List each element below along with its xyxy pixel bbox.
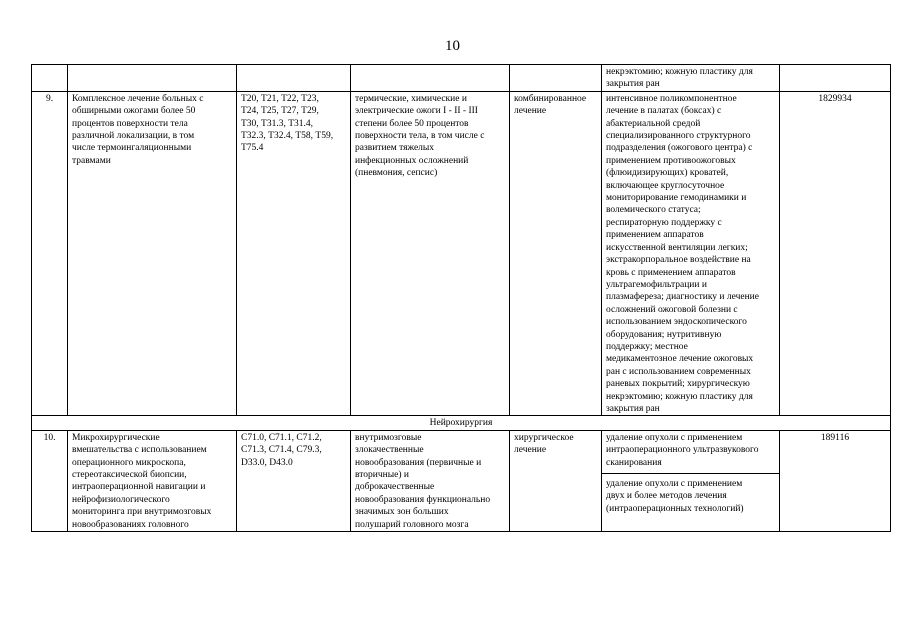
cell-line: Комплексное лечение больных с [72,93,204,104]
cell-line: лечение [514,445,547,456]
method-line: двух и более методов лечения [606,491,727,502]
cell-line: лечение [514,106,547,117]
cell-line: полушарий головного мозга [355,519,469,530]
cell-line: обширными ожогами более 50 [72,106,196,117]
method-block [602,473,779,515]
cell-line: вмешательства с использованием [72,445,207,456]
cell-price [780,65,891,92]
method-line: абактериальной средой [606,118,701,129]
row-type [510,430,602,531]
page-number: 10 [445,38,460,54]
cell-line: значимых зон больших [355,507,449,518]
row-methods [602,91,780,416]
medical-care-table [31,64,891,532]
cell-line: стереотаксической биопсии, [72,470,187,480]
method-line: респираторную поддержку с [606,217,722,228]
cell-line: Т24, Т25, Т27, Т29, [241,106,319,117]
cell-line: Т32.3, Т32.4, Т58, Т59, [241,131,334,142]
cell-line: С71.3, С71.4, С79.3, [241,445,322,456]
cell-line: различной локализации, в том [72,131,195,142]
cell-line: нейрофизиологического [72,494,170,505]
method-line: удаление опухоли с применением [606,432,743,443]
method-line: плазмафереза; диагностику и лечение [606,292,759,303]
method-line: лечение в палатах (боксах) с [606,106,722,117]
row-codes [237,91,351,416]
cell-line: инфекционных осложнений [355,155,469,166]
cell-line: операционного микроскопа, [72,457,186,468]
method-line: искусственной вентиляции легких; [606,242,748,253]
continuation-row [32,65,891,92]
method-line: включающее круглосуточное [606,180,725,191]
method-line: волемического статуса; [606,205,701,216]
method-line: подразделения (ожогового центра) с [606,143,753,154]
method-line: ран с использованием современных [606,366,751,377]
cell-line: травмами [72,155,111,166]
cell-line: Т30, Т31.3, Т31.4, [241,118,314,129]
row-codes [237,430,351,531]
cell-line: хирургическое [514,432,574,443]
method-line: ультрагемофильтрации и [606,279,707,290]
table-row [32,91,891,416]
row-diagnosis [351,430,510,531]
method-line: применением противоожоговых [606,155,736,166]
row-type [510,91,602,416]
method-block [606,432,775,469]
cell-codes [237,65,351,92]
method-line: (интраоперационных технологий) [606,503,744,514]
treatment-line: некрэктомию; кожную пластику для [606,67,753,77]
row-number: 10. [32,430,68,531]
cell-line: новообразования функционально [355,494,491,505]
method-line: интраоперационного ультразвукового [606,445,759,456]
cell-name [68,65,237,92]
cell-line: интраоперационной навигации и [72,482,206,493]
section-row [32,416,891,430]
row-diagnosis [351,91,510,416]
method-line: кровь с применением аппаратов [606,267,736,278]
cell-line: новообразования (первичные и [355,457,482,468]
method-line: сканирования [606,457,662,468]
cell-line: числе термоингаляционными [72,143,192,154]
method-line: удаление опухоли с применением [606,479,743,489]
method-line: осложнений ожоговой болезни с [606,304,738,315]
table-row [32,430,891,531]
row-methods [602,430,780,531]
method-line: интенсивное поликомпонентное [606,93,737,104]
method-line: (флюидизирующих) кроватей, [606,168,729,179]
method-line: специализированного структурного [606,131,751,142]
method-line: некрэктомию; кожную пластику для [606,391,753,402]
cell-methods [602,65,780,92]
method-line: использованием эндоскопического [606,317,747,328]
cell-diagnosis [351,65,510,92]
cell-line: степени более 50 процентов [355,118,469,129]
cell-line: электрические ожоги I - II - III [355,106,478,117]
cell-line: процентов поверхности тела [72,118,188,129]
method-line: мониторирование гемодинамики и [606,193,747,204]
cell-line: доброкачественные [355,482,435,493]
cell-line: (пневмония, сепсис) [355,168,438,179]
cell-line: развитием тяжелых [355,143,435,154]
cell-type [510,65,602,92]
method-line: закрытия ран [606,403,660,414]
method-line: медикаментозное лечение ожоговых [606,354,754,365]
row-number: 9. [32,91,68,416]
row-name [68,430,237,531]
cell-line: новообразованиях головного [72,519,189,530]
cell-line: злокачественные [355,445,424,456]
method-line: поддержку; местное [606,341,688,352]
cell-line: D33.0, D43.0 [241,457,293,468]
row-price: 189116 [780,430,891,531]
cell-num [32,65,68,92]
method-line: оборудования; нутритивную [606,329,722,340]
cell-line: Микрохирургические [72,432,160,443]
treatment-line: закрытия ран [606,79,660,90]
cell-line: термические, химические и [355,93,467,104]
cell-line: поверхности тела, в том числе с [355,131,485,142]
method-line: применением аппаратов [606,230,704,241]
section-title: Нейрохирургия [32,416,891,430]
row-price: 1829934 [780,91,891,416]
cell-line: Т75.4 [241,143,264,154]
cell-line: Т20, Т21, Т22, Т23, [241,93,319,104]
method-block [606,93,775,416]
cell-line: внутримозговые [355,432,422,443]
row-name [68,91,237,416]
cell-line: комбинированное [514,93,587,104]
cell-line: мониторинга при внутримозговых [72,507,212,518]
method-line: раневых покрытий; хирургическую [606,379,750,390]
method-line: экстракорпоральное воздействие на [606,255,751,266]
cell-line: С71.0, С71.1, С71.2, [241,432,322,443]
cell-line: вторичные) и [355,470,409,480]
